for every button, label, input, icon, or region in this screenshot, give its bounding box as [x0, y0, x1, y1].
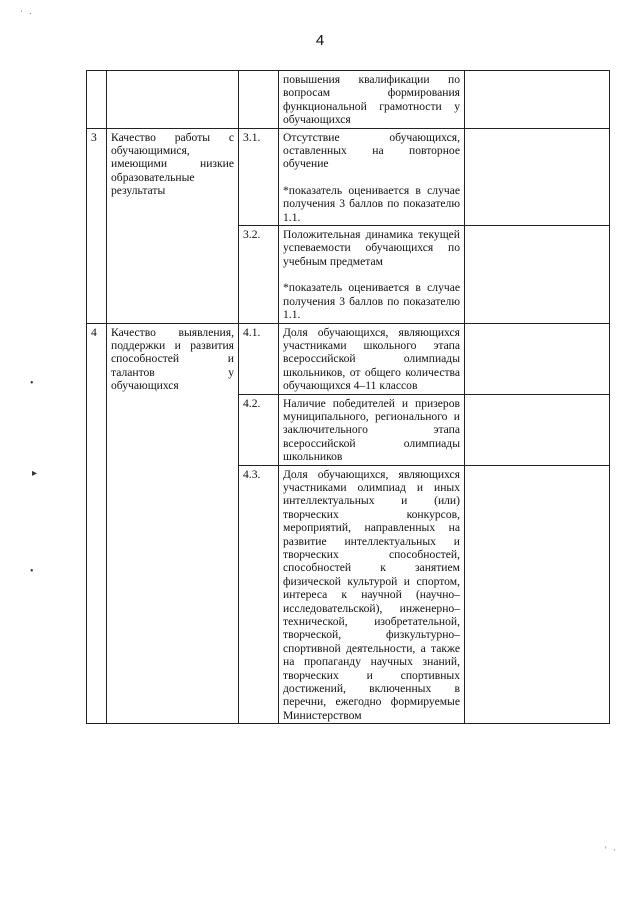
row-number: 4 — [87, 323, 107, 724]
indicator-cell — [279, 128, 465, 225]
indicator-text: Наличие победителей и призеров муниципального, регионального и заключительного этапа всероссийской олимпиады школьников — [279, 394, 465, 465]
indicator-value — [465, 465, 610, 724]
scan-mark: ▸ — [32, 468, 38, 479]
indicator-value — [465, 128, 610, 225]
indicator-text: повышения квалификации по вопросам формирования функциональной грамотности у обучающихся — [279, 71, 465, 129]
indicator-code: 3.1. — [239, 128, 279, 225]
indicator-value — [465, 394, 610, 465]
criterion-name — [107, 71, 239, 129]
criterion-name: Качество выявления, поддержки и развития способностей и талантов у обучающихся — [107, 323, 239, 724]
indicator-text: Положительная динамика текущей успеваемости обучающихся по учебным предметам — [283, 228, 460, 268]
indicator-text: Отсутствие обучающихся, оставленных на повторное обучение — [283, 130, 460, 171]
scan-mark: • — [30, 378, 34, 389]
indicator-code: 4.3. — [239, 465, 279, 724]
criterion-name: Качество работы с обучающимися, имеющими низкие образовательные результаты — [107, 128, 239, 323]
indicator-code: 4.2. — [239, 394, 279, 465]
indicator-note: *показатель оценивается в случае получения 3 баллов по показателю 1.1. — [283, 183, 460, 224]
scan-mark: • — [30, 566, 34, 577]
scan-noise: · . — [20, 6, 34, 16]
indicator-value — [465, 71, 610, 129]
indicator-value — [465, 226, 610, 323]
indicator-code: 4.1. — [239, 323, 279, 394]
row-number — [87, 71, 107, 129]
indicator-note: *показатель оценивается в случае получения 3 баллов по показателю 1.1. — [283, 281, 460, 322]
indicator-text: Доля обучающихся, являющихся участниками олимпиад и иных интеллектуальных и (или) творческих конкурсов, мероприятий, направленных на развитие интеллектуальных и творческих способностей, способностей к занятием физической культурой и спортом, интереса к научной (научно–исследовательской), инженерно–технической, изобретательной, творческой, физкультурно–спортивной деятельности, а также на пропаганду научных знаний, творческих и спортивных достижений, включенных в перечни, ежегодно формируемые Министерством — [279, 465, 465, 724]
table-row — [87, 71, 610, 129]
indicator-code: 3.2. — [239, 226, 279, 323]
indicator-cell — [279, 226, 465, 323]
table-row — [87, 323, 610, 394]
scan-noise: ' · — [605, 845, 618, 855]
indicator-text: Доля обучающихся, являющихся участниками школьного этапа всероссийской олимпиады школьников, от общего количества обучающихся 4–11 классов — [279, 323, 465, 394]
table-row — [87, 128, 610, 225]
indicator-code — [239, 71, 279, 129]
indicator-value — [465, 323, 610, 394]
page-number: 4 — [315, 32, 325, 49]
row-number: 3 — [87, 128, 107, 323]
criteria-table — [86, 70, 610, 724]
